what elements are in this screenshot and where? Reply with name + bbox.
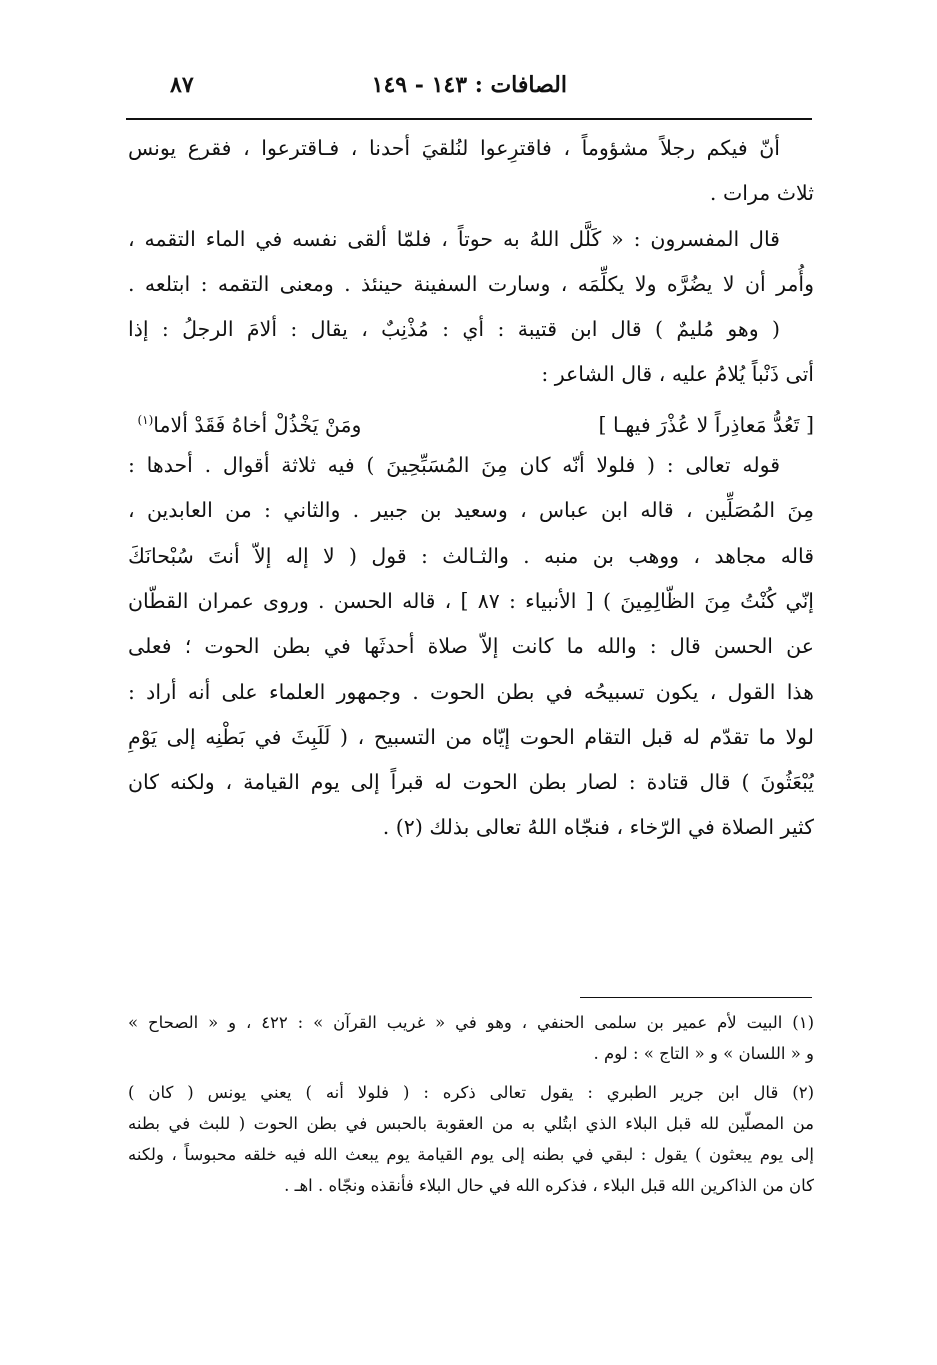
- verse-hemistich-1: [ تَعُدُّ مَعاذِراً لا عُذْرَ فيهـا ]: [598, 412, 814, 437]
- footnote-marker: (١): [137, 412, 154, 427]
- text-line: هذا القول ، يكون تسبيحُه في بطن الحوت . وجمهور العلماء على أنه أراد :: [128, 679, 814, 704]
- text-line: قال المفسرون : « كَلَّل اللهُ به حوتاً ، فلمّا ألقى نفسه في الماء التقمه ،: [128, 226, 780, 251]
- footnote-line: و « اللسان » و « التاج » : لوم .: [593, 1044, 814, 1063]
- text-line: ( وهو مُليمٌ ) قال ابن قتيبة : أي : مُذْنِبٌ ، يقال : ألامَ الرجلُ : إذا: [128, 317, 780, 342]
- text-line: مِنَ المُصَلِّين ، قاله ابن عباس ، وسعيد بن جبير . والثاني : من العابدين ،: [128, 498, 814, 523]
- footnote-line: إلى يوم يبعثون ) يقول : لبقي في بطنه إلى يوم القيامة يوم يبعث الله فيه خلقه محبوساً ، ولكنه: [128, 1145, 814, 1164]
- text-line: قوله تعالى : ( فلولا أنّه كان مِنَ المُسَبِّحِينَ ) فيه ثلاثة أقوال . أحدها :: [128, 453, 780, 478]
- poetry-verse: [128, 398, 814, 443]
- footnote-rule: [580, 997, 812, 998]
- page-number: ٨٧: [170, 72, 194, 98]
- text-line: ثلاث مرات .: [709, 181, 814, 206]
- text-line: أتى ذَنْباً يُلامُ عليه ، قال الشاعر :: [541, 362, 814, 387]
- verse-hemistich-2: [137, 398, 477, 443]
- text-line: عن الحسن قال : والله ما كانت إلاّ صلاة أحدثَها في بطن الحوت ؛ فعلى: [128, 634, 814, 659]
- text-line: كثير الصلاة في الرّخاء ، فنجّاه اللهُ تعالى بذلك (٢) .: [382, 815, 814, 840]
- footnote-line: كان من الذاكرين الله قبل البلاء ، فذكره الله في حال البلاء فأنقذه ونجّاه . اهـ .: [284, 1176, 814, 1195]
- text-line: يُبْعَثُونَ ) قال قتادة : لصار بطن الحوت له قبراً إلى يوم القيامة ، ولكنه كان: [128, 770, 814, 795]
- footnote-line: (٢) قال ابن جرير الطبري : يقول تعالى ذكره : ( فلولا أنه ) يعني يونس ( كان ): [128, 1083, 814, 1102]
- verse-hemistich-2-text: ومَنْ يَخْذُلْ أخاهُ فَقَدْ ألاما: [153, 412, 362, 437]
- footnote-spacer: [128, 1069, 814, 1077]
- text-line: إنّي كُنْتُ مِنَ الظّالِمِينَ ) [ الأنبياء : ٨٧ ] ، قاله الحسن . وروى عمران القطّان: [128, 588, 814, 613]
- footnote-line: من المصلّين لله قبل البلاء الذي ابتُلي به من العقوبة بالحبس في بطن الحوت ( للبث في بطنه: [128, 1114, 814, 1133]
- main-text: [128, 126, 814, 851]
- footnotes: [128, 1007, 814, 1201]
- footnote-line: (١) البيت لأم عمير بن سلمى الحنفي ، وهو في « غريب القرآن » : ٤٢٢ ، و « الصحاح »: [128, 1013, 814, 1032]
- text-line: أنّ فيكم رجلاً مشؤوماً ، فاقترِعوا لنُلقيَ أحدنا ، فـاقترعوا ، فقرع يونس: [128, 136, 780, 160]
- running-head-title: الصافات : ١٤٣ - ١٤٩: [371, 72, 567, 98]
- header-rule: [126, 118, 812, 120]
- text-line: وأُمر أن لا يضُرَّه ولا يكلِّمَه ، وسارت السفينة حينئذ . ومعنى التقمه : ابتلعه .: [128, 271, 814, 296]
- text-line: لولا ما تقدّم له قبل التقام الحوت إيّاه من التسبيح ، ( لَلَبِثَ في بَطْنِه إلى يَوْمِ: [128, 724, 814, 749]
- text-line: قاله مجاهد ، ووهب بن منبه . والثـالث : قول ( لا إله إلاّ أنتَ سُبْحانَكَ: [128, 543, 814, 568]
- running-head: [130, 72, 807, 112]
